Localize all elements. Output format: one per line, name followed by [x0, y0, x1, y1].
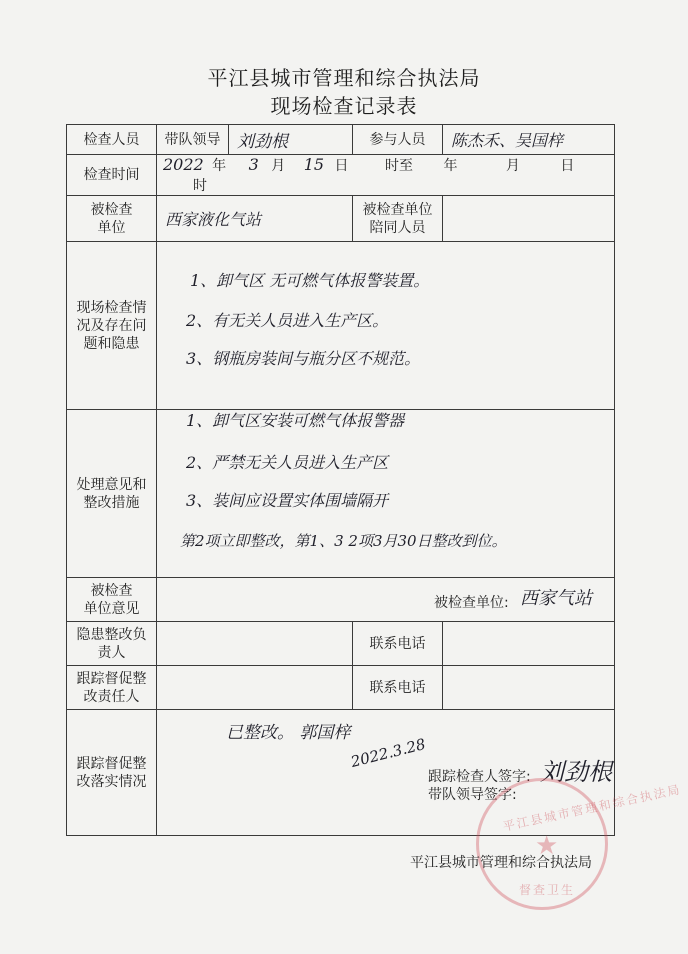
official-seal: [476, 778, 683, 910]
inspected-unit-label: 被检查 单位: [67, 196, 157, 242]
footer-org: 平江县城市管理和综合执法局: [410, 855, 592, 871]
seal-star-icon: ★: [535, 831, 559, 861]
companion-value: [443, 196, 615, 242]
measure-item-2: 2、严禁无关人员进入生产区: [186, 453, 389, 472]
org-title: 平江县城市管理和综合执法局: [207, 66, 481, 90]
seal-text: 平江县城市管理和综合执法局: [501, 782, 683, 834]
implementation-label: 跟踪督促整 改落实情况: [67, 710, 157, 836]
implementation-note: 已整改。 郭国梓: [226, 723, 351, 743]
end-month-unit: 月: [505, 158, 520, 174]
measures-label: 处理意见和整改措施: [67, 410, 157, 578]
rectify-owner-label: 隐患整改负 责人: [67, 622, 157, 666]
supervisor-label: 跟踪督促整 改责任人: [67, 666, 157, 710]
measure-item-1: 1、卸气区安装可燃气体报警器: [186, 411, 405, 430]
leader-label: 带队领导: [157, 125, 229, 155]
form-title: 现场检查记录表: [270, 94, 418, 118]
rectify-phone-label: 联系电话: [353, 622, 443, 666]
findings-label: 现场检查情况及存在问题和隐患: [67, 242, 157, 410]
checker-sign-label: 跟踪检查人签字:: [428, 769, 531, 785]
leader-sign-label: 带队领导签字:: [428, 787, 517, 803]
unit-opinion-label: 被检查 单位意见: [67, 578, 157, 622]
seal-bottom-text: 督查卫生: [519, 883, 576, 897]
time-label: 检查时间: [67, 155, 157, 196]
day-value: 15: [303, 155, 325, 174]
rectify-phone-value: [443, 622, 615, 666]
end-year-unit: 年: [443, 158, 458, 174]
day-unit: 日: [334, 158, 349, 174]
rectify-owner-value: [157, 622, 353, 666]
finding-item-3: 3、钢瓶房装间与瓶分区不规范。: [186, 349, 421, 368]
end-hour-unit: 时: [193, 178, 207, 194]
inspected-unit-value: 西家液化气站: [165, 210, 262, 229]
until-label: 时至: [384, 158, 413, 174]
year-value: 2022: [163, 155, 204, 174]
inspection-time: [157, 155, 615, 196]
finding-item-1: 1、卸气区 无可燃气体报警装置。: [190, 271, 430, 290]
measure-deadline: 第2项立即整改，第1、3 2项3月30日整改到位。: [180, 532, 507, 550]
finding-item-2: 2、有无关人员进入生产区。: [186, 311, 389, 330]
measure-item-3: 3、装间应设置实体围墙隔开: [186, 491, 389, 510]
end-day-unit: 日: [560, 158, 575, 174]
checker-signature: 刘劲根: [540, 758, 612, 786]
month-value: 3: [248, 155, 259, 174]
unit-sign-value: 西家气站: [520, 588, 592, 609]
participants-label: 参与人员: [353, 125, 443, 155]
supervisor-phone-label: 联系电话: [353, 666, 443, 710]
companion-label: 被检查单位 陪同人员: [353, 196, 443, 242]
inspectors-label: 检查人员: [67, 125, 157, 155]
unit-sign-label: 被检查单位:: [434, 595, 509, 611]
year-unit: 年: [212, 158, 227, 174]
implementation-date: 2022.3.28: [348, 735, 428, 771]
supervisor-phone-value: [443, 666, 615, 710]
supervisor-value: [157, 666, 353, 710]
participants-value: 陈杰禾、吴国梓: [451, 131, 564, 150]
leader-value: 刘劲根: [237, 132, 288, 152]
month-unit: 月: [271, 158, 286, 174]
